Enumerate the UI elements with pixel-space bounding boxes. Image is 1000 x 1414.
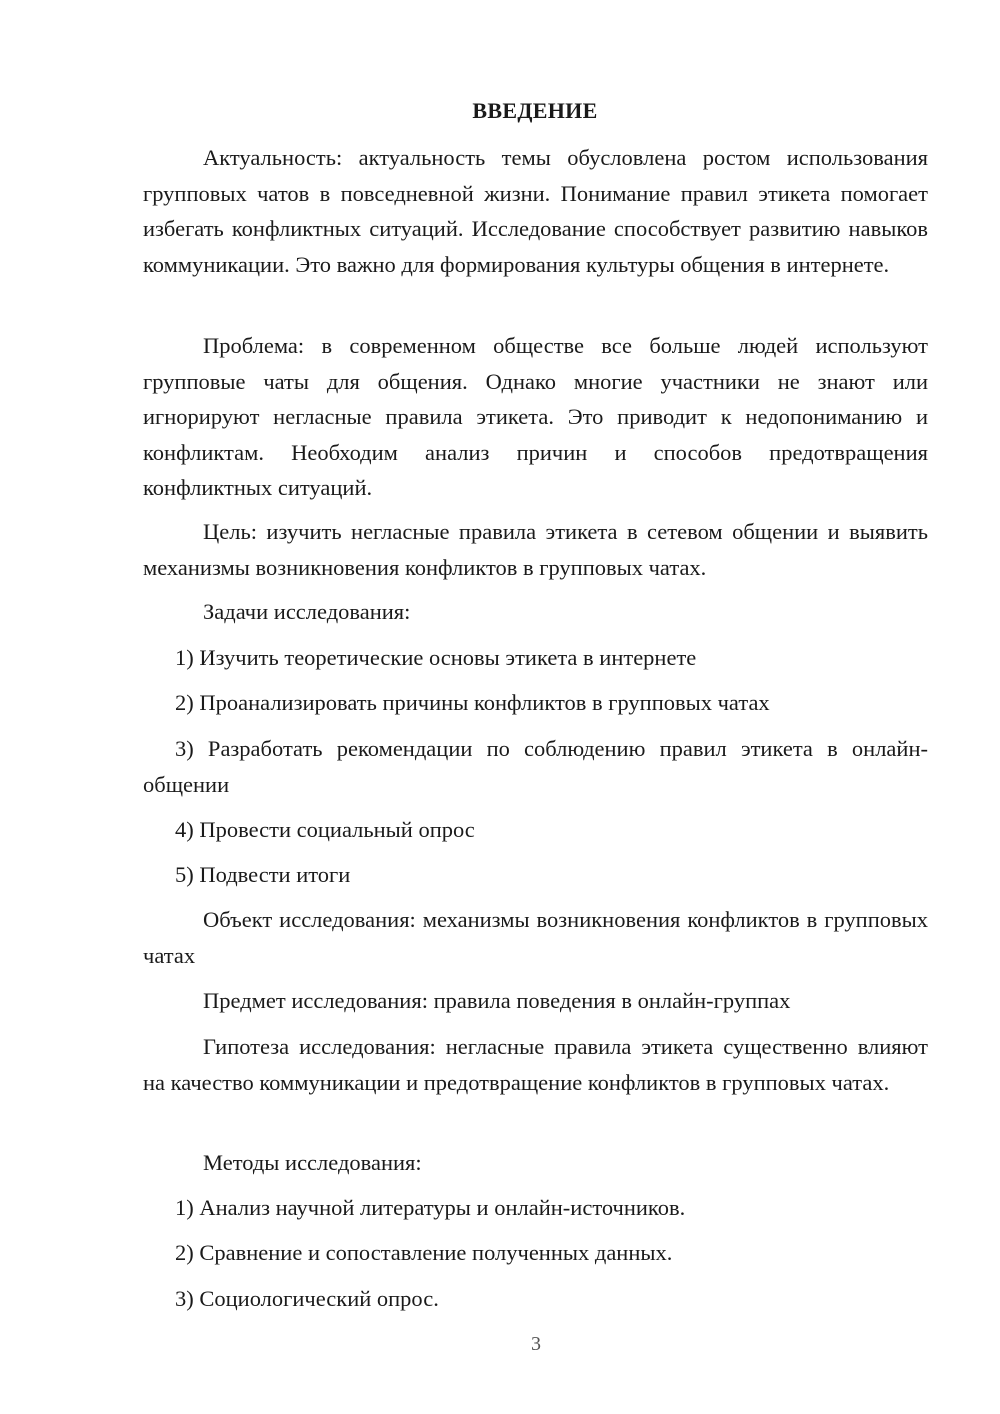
method-item: 1) Анализ научной литературы и онлайн-источников. <box>175 1195 686 1220</box>
object-paragraph: Объект исследования: механизмы возникновения конфликтов в групповых чатах <box>143 907 928 968</box>
problem-paragraph: Проблема: в современном обществе все больше людей используют групповые чаты для общения. Однако многие участники не знают или игнорируют негласные правила этикета. Это приводит к недопониманию и конфликтам. Необходим анализ причин и способов предотвращения конфликтных ситуаций. <box>143 333 928 500</box>
subject-paragraph: Предмет исследования: правила поведения в онлайн-группах <box>203 988 791 1013</box>
task-item: 2) Проанализировать причины конфликтов в групповых чатах <box>175 690 770 715</box>
tasks-title: Задачи исследования: <box>203 599 411 624</box>
task-item: 4) Провести социальный опрос <box>175 817 475 842</box>
task-item: 1) Изучить теоретические основы этикета в интернете <box>175 645 697 670</box>
page-number: 3 <box>531 1333 541 1355</box>
page-heading: ВВЕДЕНИЕ <box>472 98 598 123</box>
hypothesis-paragraph: Гипотеза исследования: негласные правила этикета существенно влияют на качество коммуникации и предотвращение конфликтов в групповых чатах. <box>143 1034 928 1095</box>
method-item: 3) Социологический опрос. <box>175 1286 439 1311</box>
goal-paragraph: Цель: изучить негласные правила этикета в сетевом общении и выявить механизмы возникновения конфликтов в групповых чатах. <box>143 519 928 580</box>
relevance-paragraph: Актуальность: актуальность темы обусловлена ростом использования групповых чатов в повседневной жизни. Понимание правил этикета помогает избегать конфликтных ситуаций. Исследование способствует развитию навыков коммуникации. Это важно для формирования культуры общения в интернете. <box>143 145 928 277</box>
method-item: 2) Сравнение и сопоставление полученных данных. <box>175 1240 673 1265</box>
task-item: 5) Подвести итоги <box>175 862 351 887</box>
task-item: 3) Разработать рекомендации по соблюдению правил этикета в онлайн-общении <box>143 736 928 797</box>
methods-title: Методы исследования: <box>203 1150 422 1175</box>
